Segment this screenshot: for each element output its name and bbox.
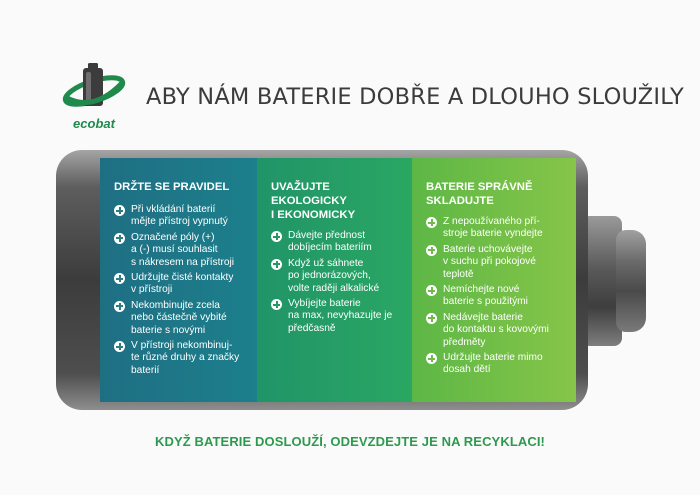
panel-title: DRŽTE SE PRAVIDEL <box>114 181 230 193</box>
list-item <box>271 258 400 295</box>
ecobat-logo-icon <box>58 58 130 118</box>
panel-list <box>271 230 400 335</box>
list-item-text: Označené póly (+) a (-) musí souhlasit s nákresem na přístroji <box>131 231 235 268</box>
panel-list <box>426 216 564 377</box>
list-item-text: Z nepoužívaného pří- stroje baterie vyndejte <box>443 216 543 240</box>
plus-circle-icon <box>114 341 125 352</box>
list-item-text: Nedávejte baterie do kontaktu s kovovými předměty <box>443 311 549 348</box>
panel-ecology <box>257 158 412 402</box>
plus-circle-icon <box>271 259 282 270</box>
panel-rules <box>100 158 257 402</box>
list-item-text: Nekombinujte zcela nebo částečně vybité baterie s novými <box>131 299 227 336</box>
list-item-text: Udržujte čisté kontakty v přístroji <box>131 272 234 296</box>
recycling-slogan: KDYŽ BATERIE DOSLOUŽÍ, ODEVZDEJTE JE NA RECYKLACI! <box>155 434 545 449</box>
plus-circle-icon <box>114 233 125 244</box>
list-item <box>114 204 245 229</box>
list-item-text: Baterie uchovávejte v suchu při pokojové teplotě <box>443 243 536 280</box>
list-item <box>426 312 564 349</box>
plus-circle-icon <box>426 285 437 296</box>
plus-circle-icon <box>426 353 437 364</box>
list-item-text: Při vkládání baterií mějte přístroj vypnutý <box>131 204 228 228</box>
panel-storage <box>412 158 576 402</box>
panel-title: BATERIE SPRÁVNĚ SKLADUJTE <box>426 181 533 207</box>
list-item <box>426 352 564 377</box>
plus-circle-icon <box>426 245 437 256</box>
list-item-text: Vybíjejte baterie na max, nevyhazujte je předčasně <box>288 298 393 334</box>
ecobat-logo <box>58 58 130 136</box>
plus-circle-icon <box>114 301 125 312</box>
list-item-text: Když už sáhnete po jednorázových, volte raději alkalické <box>288 257 380 294</box>
list-item-text: Dávejte přednost dobíjecím bateriím <box>288 230 372 254</box>
plus-circle-icon <box>271 231 282 242</box>
list-item <box>426 216 564 241</box>
list-item-text: Nemíchejte nové baterie s použitými <box>443 284 528 308</box>
battery-graphic <box>56 150 646 410</box>
panel-list <box>114 204 245 377</box>
battery-terminal <box>616 230 646 332</box>
list-item <box>114 232 245 269</box>
plus-circle-icon <box>271 299 282 310</box>
list-item <box>114 340 245 377</box>
panel-title: UVAŽUJTE EKOLOGICKY I EKONOMICKY <box>271 181 356 221</box>
list-item <box>426 244 564 281</box>
page-title: ABY NÁM BATERIE DOBŘE A DLOUHO SLOUŽILY <box>146 84 684 110</box>
list-item <box>271 298 400 335</box>
list-item-text: V přístroji nekombinuj- te různé druhy a značky baterií <box>131 340 240 376</box>
list-item <box>114 272 245 297</box>
plus-circle-icon <box>426 217 437 228</box>
plus-circle-icon <box>114 205 125 216</box>
list-item-text: Udržujte baterie mimo dosah dětí <box>443 352 543 376</box>
list-item <box>426 284 564 309</box>
logo-text: ecobat <box>73 116 115 131</box>
list-item <box>114 300 245 337</box>
plus-circle-icon <box>426 313 437 324</box>
list-item <box>271 230 400 255</box>
plus-circle-icon <box>114 273 125 284</box>
